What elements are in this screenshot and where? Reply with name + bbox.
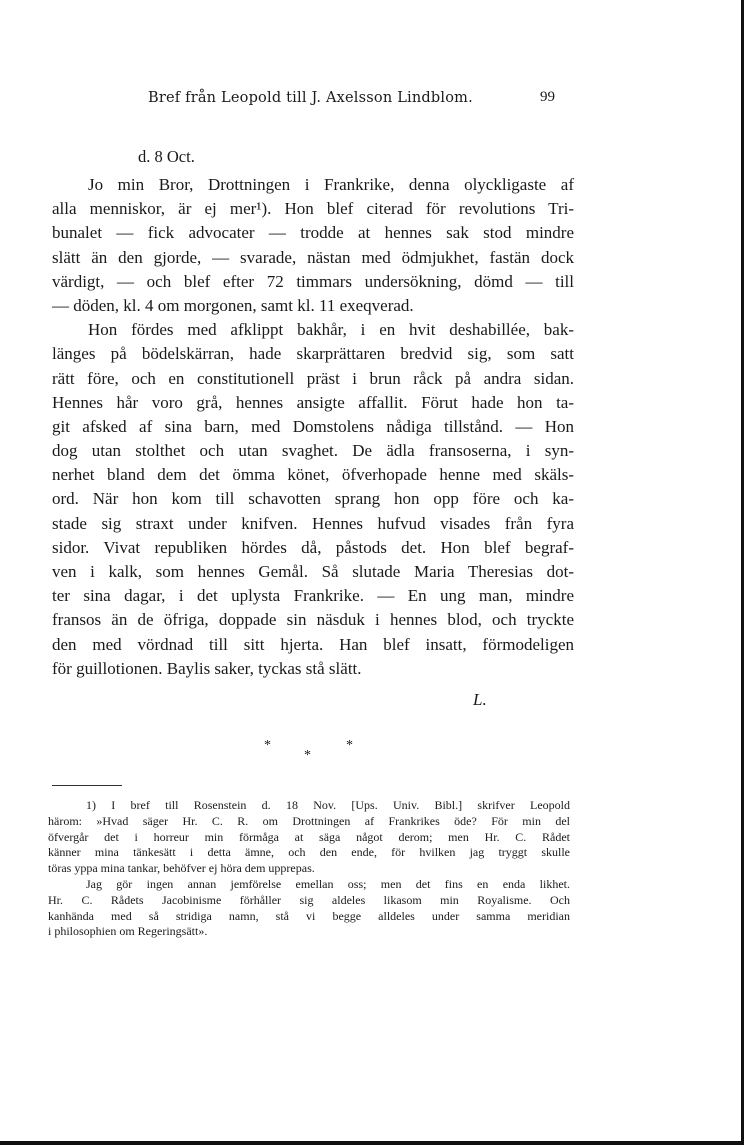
body-line: Hon fördes med afklippt bakhår, i en hvit deshabillée, bak-: [88, 320, 574, 340]
asterism: [0, 738, 744, 768]
body-line: slätt än den gjorde, — svarade, nästan med ödmjukhet, fastän dock: [52, 247, 574, 267]
body-line: länges på bödelskärran, hade skarprättaren bredvid sig, som satt: [52, 344, 574, 364]
footnote-line: i philosophien om Regeringsätt».: [48, 924, 208, 939]
letter-body: [52, 173, 574, 681]
footnote-line: Jag gör ingen annan jemförelse emellan oss; men det fins en enda likhet.: [86, 876, 570, 891]
footnote-line: känner mina tänkesätt i detta ämne, och den ende, för hvilken jag tryggt skulle: [48, 845, 570, 860]
body-line: sidor. Vivat republiken hördes då, påstods det. Hon blef begraf-: [52, 537, 574, 557]
footnote-line: töras yppa mina tankar, behöfver ej höra dem upprepas.: [48, 861, 315, 876]
body-line: rätt före, och en constitutionell präst i brun råck på andra sidan.: [52, 368, 574, 388]
body-line: värdigt, — och blef efter 72 timmars undersökning, dömd — till: [52, 271, 574, 291]
letter-date: d. 8 Oct.: [138, 147, 195, 166]
footnotes: [48, 798, 570, 940]
body-line: git afsked af sina barn, med Domstolens nådiga tillstånd. — Hon: [52, 416, 574, 436]
body-line: Hennes hår voro grå, hennes ansigte affallit. Förut hade hon ta-: [52, 392, 574, 412]
scan-edge-bottom: [0, 1141, 744, 1145]
asterism-star: *: [304, 748, 311, 763]
body-line: fransos än de öfriga, doppade sin näsduk i hennes blod, och tryckte: [52, 610, 574, 630]
page-number: 99: [540, 89, 555, 105]
body-line: den med vördnad till sitt hjerta. Han blef insatt, förmodeligen: [52, 634, 574, 654]
body-line: stade sig straxt under knifven. Hennes hufvud visades från fyra: [52, 513, 574, 533]
footnote-line: öfvergår det i horreur min förmåga at säga något derom; men Hr. C. Rådet: [48, 829, 570, 844]
body-line: Jo min Bror, Drottningen i Frankrike, denna olyckligaste af: [88, 175, 574, 194]
footnote-line: 1) I bref till Rosenstein d. 18 Nov. [Ups. Univ. Bibl.] skrifver Leopold: [86, 798, 570, 812]
body-line: nerhet bland dem det ömma könet, öfverhopade henne med skäls-: [52, 465, 574, 485]
body-line: alla menniskor, är ej mer¹). Hon blef citerad för revolutions Tri-: [52, 199, 574, 219]
body-line: ter sina dagar, i det uplysta Frankrike. — En ung man, mindre: [52, 586, 574, 606]
footnote-line: kanhända med så stridiga namn, stå vi begge alldeles under samma meridian: [48, 908, 570, 923]
footnote-rule: [52, 785, 122, 786]
body-line: dog utan stolthet och utan svaghet. De ädla fransoserna, i syn-: [52, 441, 574, 461]
page-header: [0, 88, 744, 112]
signature: L.: [473, 690, 487, 709]
body-line: bunalet — fick advocater — trodde at hennes sak stod mindre: [52, 223, 574, 243]
body-line: ven i kalk, som hennes Gemål. Så slutade Maria Theresias dot-: [52, 562, 574, 581]
body-line: ord. När hon kom till schavotten sprang hon opp före och ka-: [52, 489, 574, 509]
footnote-line: Hr. C. Rådets Jacobinisme förhåller sig aldeles likasom min Royalisme. Och: [48, 892, 570, 907]
running-title: Bref från Leopold till J. Axelsson Lindblom.: [148, 90, 473, 106]
body-line: — döden, kl. 4 om morgonen, samt kl. 11 exeqverad.: [52, 295, 414, 315]
footnote-line: härom: »Hvad säger Hr. C. R. om Drottningen af Frankrikes öde? För min del: [48, 813, 570, 828]
asterism-star: *: [264, 738, 271, 753]
body-line: för guillotionen. Baylis saker, tyckas stå slätt.: [52, 658, 362, 678]
asterism-star: *: [346, 738, 353, 753]
